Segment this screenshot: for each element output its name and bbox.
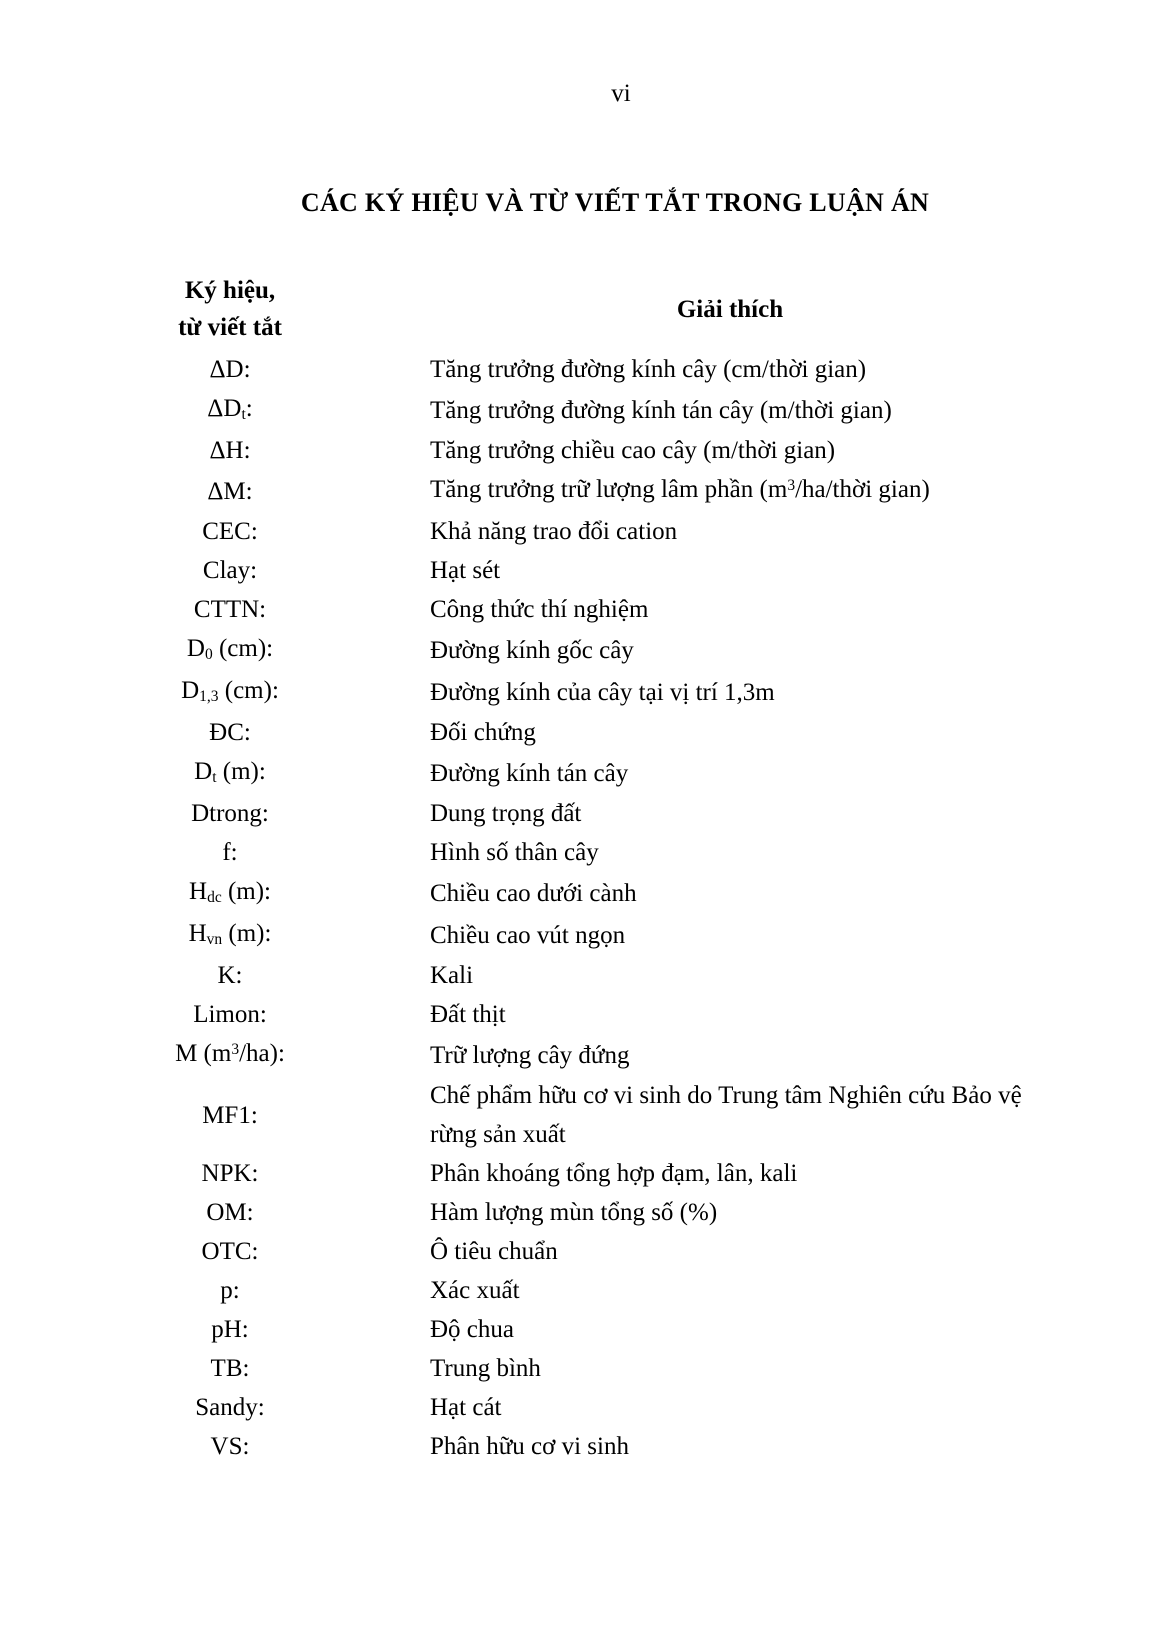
table-row: [130, 1427, 1030, 1466]
table-row: [130, 752, 1030, 794]
text-segment: OM:: [206, 1199, 254, 1226]
abbreviation-cell: [130, 914, 330, 956]
meaning-cell: [430, 391, 1030, 430]
table-row: [130, 590, 1030, 629]
abbreviation-cell: [130, 1427, 330, 1466]
meaning-cell: [430, 470, 1030, 512]
table-row: [130, 551, 1030, 590]
meaning-cell: [430, 1154, 1030, 1193]
column-header-symbol-line2: từ viết tắt: [178, 314, 282, 341]
table-row: [130, 1034, 1030, 1076]
text-sub-segment: t: [241, 406, 246, 424]
meaning-cell: [430, 1271, 1030, 1310]
meaning-cell: [430, 673, 1030, 712]
table-row: [130, 671, 1030, 713]
table-row: [130, 512, 1030, 551]
text-segment: Đường kính của cây tại vị trí 1,3m: [430, 678, 775, 706]
meaning-cell: [430, 794, 1030, 833]
text-segment: Đối chứng: [430, 719, 536, 746]
text-segment: Tăng trưởng trữ lượng lâm phần (m: [430, 476, 788, 503]
table-row: [130, 1349, 1030, 1388]
text-sub-segment: 1,3: [199, 688, 219, 706]
text-segment: Trữ lượng cây đứng: [430, 1041, 630, 1069]
meaning-cell: [430, 713, 1030, 752]
text-segment: Công thức thí nghiệm: [430, 596, 649, 623]
text-sub-segment: 0: [204, 646, 213, 664]
abbreviation-cell: [130, 1271, 330, 1310]
meaning-cell: [430, 1036, 1030, 1075]
meaning-cell: [430, 1232, 1030, 1271]
text-segment: Đường kính tán cây: [430, 759, 629, 787]
table-row: [130, 1154, 1030, 1193]
text-segment: (m):: [216, 758, 266, 785]
table-row: [130, 1271, 1030, 1310]
table-row: [130, 470, 1030, 512]
text-segment: Chiều cao vút ngọn: [430, 921, 626, 949]
meaning-cell: [430, 956, 1030, 995]
table-row: [130, 1193, 1030, 1232]
text-segment: H: [189, 878, 208, 905]
text-segment: Độ chua: [430, 1316, 514, 1343]
table-row: [130, 713, 1030, 752]
text-segment: NPK:: [201, 1160, 259, 1187]
meaning-cell: [430, 431, 1030, 470]
abbreviation-cell: [130, 995, 330, 1034]
meaning-cell: [430, 350, 1030, 389]
text-segment: CTTN:: [193, 596, 267, 623]
text-segment: /ha/thời gian): [795, 476, 930, 503]
text-segment: ΔD: [207, 395, 242, 422]
table-row: [130, 914, 1030, 956]
text-segment: Sandy:: [195, 1394, 265, 1421]
meaning-cell: [430, 995, 1030, 1034]
text-segment: (m):: [222, 920, 272, 947]
text-segment: Dung trọng đất: [430, 800, 582, 827]
abbreviation-cell: [130, 551, 330, 590]
text-segment: MF1:: [202, 1101, 258, 1129]
abbreviation-cell: [130, 713, 330, 752]
abbreviation-cell: [130, 833, 330, 872]
abbreviation-cell: [130, 512, 330, 551]
text-segment: Kali: [430, 962, 474, 989]
meaning-cell: [430, 1310, 1030, 1349]
meaning-cell: [430, 631, 1030, 670]
text-segment: Chế phẩm hữu cơ vi sinh do Trung tâm Nghiên cứu Bảo vệ rừng sản xuất: [430, 1082, 1022, 1148]
meaning-cell: [430, 916, 1030, 955]
text-segment: Đất thịt: [430, 1001, 506, 1028]
abbreviation-cell: [130, 1310, 330, 1349]
text-segment: Tăng trưởng chiều cao cây (m/thời gian): [430, 437, 836, 464]
meaning-cell: [430, 590, 1030, 629]
text-segment: Hình số thân cây: [430, 839, 599, 866]
text-sub-segment: vn: [206, 931, 223, 949]
abbreviation-cell: [130, 794, 330, 833]
abbreviation-cell: [130, 872, 330, 914]
meaning-cell: [430, 551, 1030, 590]
abbreviation-cell: [130, 1193, 330, 1232]
table-header-row: [130, 268, 1030, 350]
text-segment: K:: [217, 962, 243, 989]
meaning-cell: [430, 1076, 1030, 1154]
table-row: [130, 629, 1030, 671]
text-segment: OTC:: [201, 1238, 259, 1265]
abbreviation-cell: [130, 1232, 330, 1271]
text-segment: D: [181, 677, 200, 704]
text-segment: Phân hữu cơ vi sinh: [430, 1433, 629, 1460]
text-segment: D: [186, 635, 205, 662]
text-segment: D: [194, 758, 213, 785]
text-segment: Ô tiêu chuẩn: [430, 1238, 558, 1265]
abbreviation-cell: [130, 1096, 330, 1135]
text-segment: Đường kính gốc cây: [430, 636, 634, 664]
abbreviation-cell: [130, 956, 330, 995]
abbreviation-cell: [130, 350, 330, 389]
table-row: [130, 833, 1030, 872]
text-segment: Hạt sét: [430, 557, 501, 584]
text-segment: Trung bình: [430, 1355, 541, 1382]
text-segment: ΔD:: [209, 356, 251, 383]
abbreviation-cell: [130, 671, 330, 713]
text-segment: p:: [220, 1277, 240, 1304]
column-header-symbol-line1: Ký hiệu,: [184, 277, 276, 304]
table-row: [130, 431, 1030, 470]
column-header-explanation: Giải thích: [676, 295, 784, 323]
text-segment: H: [188, 920, 207, 947]
abbreviation-table: [130, 268, 1030, 1466]
table-row: [130, 1076, 1030, 1154]
text-segment: ΔM:: [207, 477, 253, 505]
text-sup-segment: 3: [787, 477, 796, 495]
abbreviation-cell: [130, 389, 330, 431]
meaning-cell: [430, 1427, 1030, 1466]
table-row: [130, 1310, 1030, 1349]
text-segment: (cm):: [218, 677, 279, 704]
abbreviation-cell: [130, 431, 330, 470]
text-segment: ΔH:: [209, 437, 251, 464]
abbreviation-cell: [130, 629, 330, 671]
text-segment: Tăng trưởng đường kính cây (cm/thời gian): [430, 356, 867, 383]
meaning-cell: [430, 833, 1030, 872]
text-segment: Xác xuất: [430, 1277, 520, 1304]
meaning-cell: [430, 754, 1030, 793]
text-segment: Limon:: [193, 1001, 267, 1028]
table-row: [130, 350, 1030, 389]
page-title: CÁC KÝ HIỆU VÀ TỪ VIẾT TẮT TRONG LUẬN ÁN: [300, 188, 930, 217]
text-segment: M (m: [175, 1040, 232, 1067]
text-sub-segment: t: [212, 769, 217, 787]
text-segment: Clay:: [202, 557, 258, 584]
abbreviation-cell: [130, 472, 330, 511]
text-sub-segment: dc: [207, 889, 222, 907]
meaning-cell: [430, 874, 1030, 913]
text-segment: (m):: [221, 878, 271, 905]
table-row: [130, 1232, 1030, 1271]
text-segment: Hàm lượng mùn tổng số (%): [430, 1199, 718, 1226]
abbreviation-cell: [130, 752, 330, 794]
text-segment: f:: [222, 839, 238, 866]
text-segment: Hạt cát: [430, 1394, 502, 1421]
abbreviation-cell: [130, 1154, 330, 1193]
text-segment: Phân khoáng tổng hợp đạm, lân, kali: [430, 1160, 798, 1187]
text-segment: Khả năng trao đổi cation: [430, 518, 678, 545]
table-row: [130, 956, 1030, 995]
table-row: [130, 1388, 1030, 1427]
text-segment: Chiều cao dưới cành: [430, 879, 637, 907]
meaning-cell: [430, 512, 1030, 551]
meaning-cell: [430, 1349, 1030, 1388]
text-segment: ĐC:: [209, 719, 251, 746]
abbreviation-cell: [130, 1034, 330, 1076]
text-segment: :: [245, 395, 253, 422]
abbreviation-cell: [130, 1349, 330, 1388]
table-row: [130, 872, 1030, 914]
text-segment: TB:: [210, 1355, 250, 1382]
text-segment: pH:: [211, 1316, 249, 1343]
text-segment: (cm):: [212, 635, 274, 662]
meaning-cell: [430, 1388, 1030, 1427]
table-body: [130, 350, 1030, 1466]
table-row: [130, 995, 1030, 1034]
page-number: vi: [611, 80, 631, 107]
text-segment: CEC:: [202, 518, 258, 545]
text-segment: VS:: [210, 1433, 250, 1460]
text-segment: /ha):: [239, 1040, 285, 1067]
abbreviation-cell: [130, 590, 330, 629]
text-sup-segment: 3: [231, 1041, 240, 1059]
text-segment: Tăng trưởng đường kính tán cây (m/thời gian): [430, 396, 892, 424]
text-segment: Dtrong:: [191, 800, 269, 827]
meaning-cell: [430, 1193, 1030, 1232]
abbreviation-cell: [130, 1388, 330, 1427]
table-row: [130, 389, 1030, 431]
column-header-symbol: [130, 272, 330, 346]
table-row: [130, 794, 1030, 833]
